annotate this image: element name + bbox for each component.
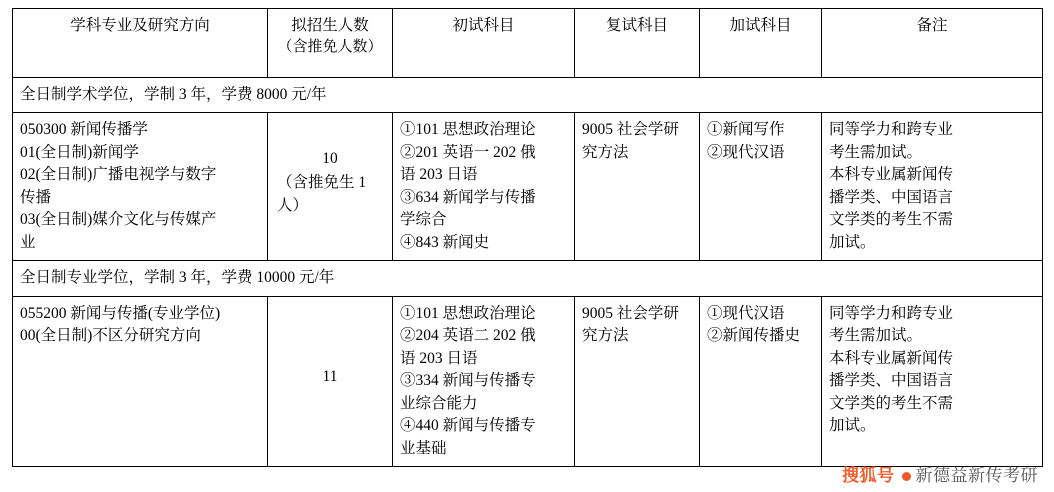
remark-line: 考生需加试。 [829,143,923,161]
column-header-major-label: 学科专业及研究方向 [70,17,210,34]
cell-major [13,296,268,466]
first-exam-line: ②201 英语一 202 俄 [400,143,536,161]
remark-line: 同等学力和跨专业 [829,304,954,322]
major-line: 02(全日制)广播电视学与数字 [20,166,217,184]
remark-line: 本科专业属新闻传 [829,166,954,184]
cell-first-exam [393,296,575,466]
column-header-plan-label: 拟招生人数 [291,17,369,34]
section-header-row [13,78,1043,113]
admission-table [12,8,1043,467]
remark-line: 加试。 [829,417,876,435]
table-row [13,296,1043,466]
first-exam-line: 语 203 日语 [400,166,478,184]
cell-remark [822,296,1043,466]
section-header-row [13,261,1043,296]
remark-line: 播学类、中国语言 [829,372,954,390]
cell-second-exam [575,296,700,466]
sohu-brand-label: 搜狐号 [842,466,895,485]
remark-line: 同等学力和跨专业 [829,121,954,139]
first-exam-line: ①101 思想政治理论 [400,304,536,322]
table-body [13,78,1043,467]
first-exam-line: ①101 思想政治理论 [400,121,536,139]
extra-exam-line: ②新闻传播史 [707,327,801,345]
cell-plan-number [268,113,393,261]
column-header-extra-exam-label: 加试科目 [729,17,792,34]
column-header-first-exam [393,9,575,78]
table-row [13,113,1043,261]
section-title-professional: 全日制专业学位，学制 3 年，学费 10000 元/年 [13,261,1043,296]
plan-number: 11 [322,367,338,385]
first-exam-line: ④440 新闻与传播专 [400,417,536,435]
column-header-second-exam [575,9,700,78]
major-line: 01(全日制)新闻学 [20,143,139,161]
remark-line: 考生需加试。 [829,327,923,345]
column-header-remark [822,9,1043,78]
first-exam-line: 业基础 [400,439,447,457]
table-header [13,9,1043,78]
major-line: 00(全日制)不区分研究方向 [20,327,201,345]
column-header-major [13,9,268,78]
column-header-first-exam-label: 初试科目 [452,17,515,34]
remark-line: 加试。 [829,233,876,251]
remark-line: 本科专业属新闻传 [829,349,954,367]
plan-note: （含推免生 1 [277,173,367,191]
major-line: 055200 新闻与传播(专业学位) [20,304,221,322]
sohu-dot-icon [902,472,911,481]
extra-exam-line: ①现代汉语 [707,304,785,322]
plan-note-second: 人） [277,196,309,214]
column-header-remark-label: 备注 [916,17,948,34]
major-line: 传播 [20,188,52,206]
plan-number: 10 [322,150,338,168]
first-exam-line: ②204 英语二 202 俄 [400,327,536,345]
section-title-academic: 全日制学术学位，学制 3 年，学费 8000 元/年 [13,78,1043,113]
column-header-second-exam-label: 复试科目 [605,17,668,34]
major-line: 03(全日制)媒介文化与传媒产 [20,211,217,229]
first-exam-line: 语 203 日语 [400,349,478,367]
column-header-plan [268,9,393,78]
watermark-account: 新德益新传考研 [915,466,1038,485]
cell-first-exam [393,113,575,261]
cell-extra-exam [700,113,822,261]
major-line: 业 [20,233,36,251]
column-header-extra-exam [700,9,822,78]
extra-exam-line: ①新闻写作 [707,121,785,139]
cell-second-exam [575,113,700,261]
extra-exam-line: ②现代汉语 [707,143,785,161]
watermark [842,461,1038,486]
cell-plan-number [268,296,393,466]
first-exam-line: ④843 新闻史 [400,233,490,251]
first-exam-line: ③634 新闻学与传播 [400,188,536,206]
first-exam-line: 业综合能力 [400,394,478,412]
remark-line: 文学类的考生不需 [829,394,954,412]
remark-line: 播学类、中国语言 [829,188,954,206]
cell-major [13,113,268,261]
second-exam-line: 9005 社会学研 [582,121,679,139]
column-header-plan-sub: （含推免人数） [277,39,383,56]
admission-table-container [12,8,1042,467]
cell-remark [822,113,1043,261]
first-exam-line: 学综合 [400,211,447,229]
remark-line: 文学类的考生不需 [829,211,954,229]
first-exam-line: ③334 新闻与传播专 [400,372,536,390]
second-exam-line: 究方法 [582,327,629,345]
major-line: 050300 新闻传播学 [20,121,148,139]
cell-extra-exam [700,296,822,466]
header-row [13,9,1043,78]
second-exam-line: 究方法 [582,143,629,161]
second-exam-line: 9005 社会学研 [582,304,679,322]
